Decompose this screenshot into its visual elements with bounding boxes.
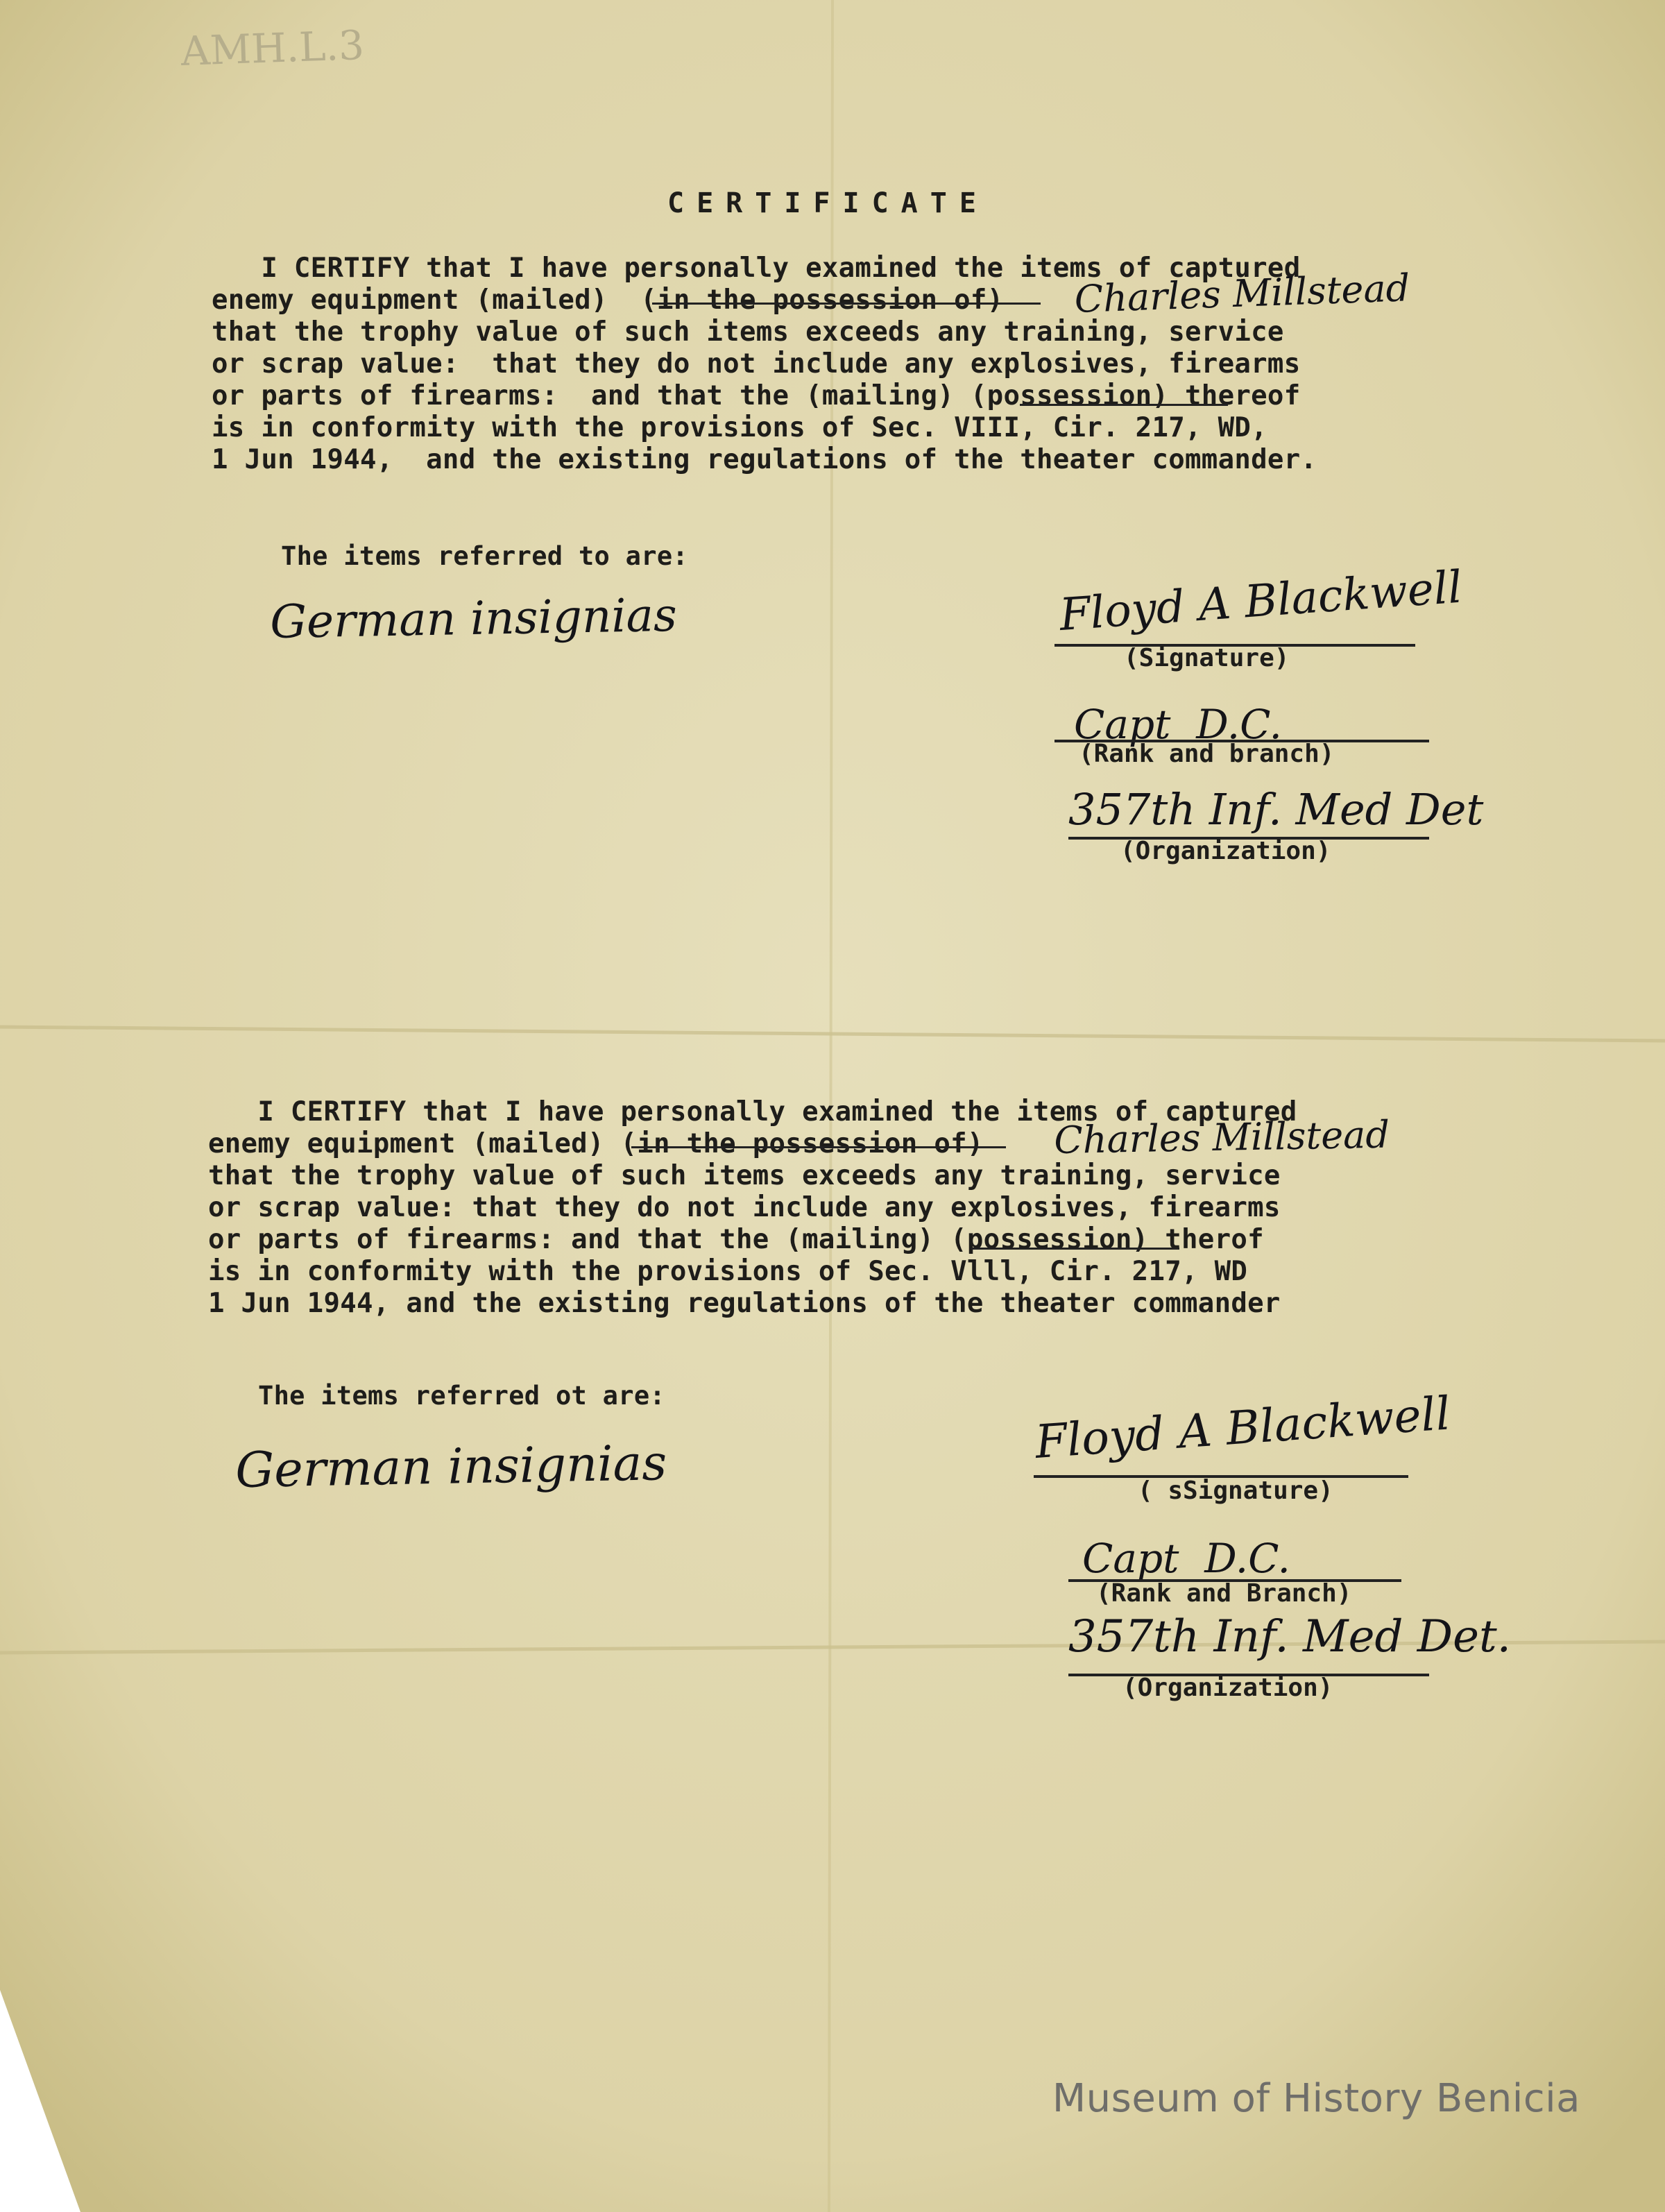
certificate-2-organization-label: (Organization) (1122, 1674, 1333, 1702)
certificate-2-rank: Capt D.C. (1082, 1535, 1290, 1582)
certificate-2-items-handwritten: German insignias (234, 1434, 667, 1499)
certificate-1-line-1: I CERTIFY that I have personally examined the items of captured (212, 253, 1301, 284)
certificate-2-line-6: is in conformity with the provisions of Sec. Vlll, Cir. 217, WD (208, 1256, 1248, 1287)
certificate-2-line-5: or parts of firearms: and that the (mailing) (possession) therof (208, 1224, 1264, 1255)
certificate-2-handwritten-name: Charles Millstead (1053, 1112, 1390, 1162)
strike-possession-2 (971, 1248, 1179, 1250)
certificate-1-handwritten-name: Charles Millstead (1073, 266, 1411, 321)
certificate-2-organization: 357th Inf. Med Det. (1068, 1611, 1511, 1662)
certificate-1-signature-label: (Signature) (1124, 644, 1290, 672)
certificate-2-items-label: The items referred ot are: (258, 1381, 665, 1411)
strike-in-possession-2 (631, 1146, 1006, 1148)
certificate-2-line-1: I CERTIFY that I have personally examined the items of captured (208, 1096, 1297, 1128)
certificate-1-signature: Floyd A Blackwell (1057, 561, 1464, 641)
certificate-title: CERTIFICATE (667, 187, 989, 219)
strike-possession-1 (1020, 404, 1228, 406)
certificate-1-line-6: is in conformity with the provisions of Sec. VIII, Cir. 217, WD, (212, 412, 1267, 443)
certificate-2-line-7: 1 Jun 1944, and the existing regulations of the theater commander (208, 1288, 1281, 1319)
certificate-1-line-2: enemy equipment (mailed) (in the possession of) (212, 284, 1004, 316)
certificate-1-line-4: or scrap value: that they do not include any explosives, firearms (212, 348, 1301, 380)
certificate-1-items-handwritten: German insignias (269, 588, 678, 649)
certificate-2-line-3: that the trophy value of such items exceeds any training, service (208, 1160, 1281, 1191)
archive-mark: AMH.L.3 (180, 21, 365, 76)
certificate-2-line-4: or scrap value: that they do not include any explosives, firearms (208, 1192, 1281, 1223)
certificate-1-items-label: The items referred to are: (281, 541, 688, 571)
certificate-2-signature-label: ( sSignature) (1138, 1477, 1333, 1505)
certificate-1-organization-label: (Organization) (1120, 837, 1331, 865)
museum-watermark: Museum of History Benicia (1052, 2076, 1580, 2121)
certificate-1-line-7: 1 Jun 1944, and the existing regulations of the theater commander. (212, 444, 1317, 475)
certificate-1-line-3: that the trophy value of such items exceeds any training, service (212, 316, 1284, 348)
certificate-1-line-5: or parts of firearms: and that the (mailing) (possession) thereof (212, 380, 1301, 411)
certificate-2-signature: Floyd A Blackwell (1033, 1386, 1453, 1469)
certificate-1-rank: Capt D.C. (1074, 701, 1282, 748)
strike-in-possession-1 (652, 303, 1041, 305)
certificate-1-organization: 357th Inf. Med Det (1068, 784, 1484, 835)
certificate-2-rank-label: (Rank and Branch) (1096, 1579, 1352, 1608)
certificate-2-line-2: enemy equipment (mailed) (in the possession of) (208, 1128, 984, 1159)
certificate-1-rank-label: (Rank and branch) (1079, 740, 1335, 768)
